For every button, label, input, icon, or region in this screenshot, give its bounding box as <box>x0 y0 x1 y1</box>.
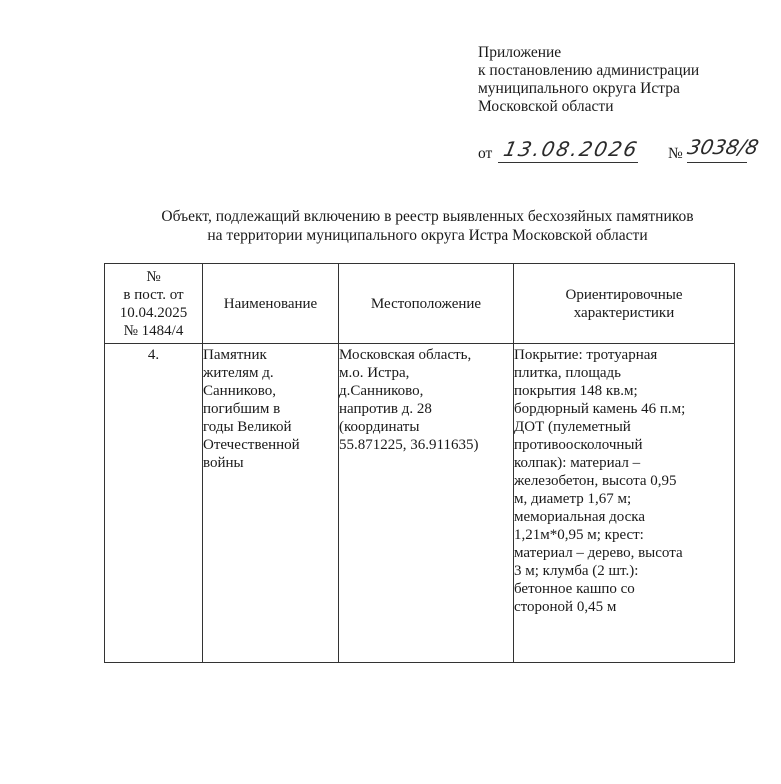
cell-characteristics: Покрытие: тротуарная плитка, площадь покрытия 148 кв.м; бордюрный камень 46 п.м; ДОТ (пулеметный противоосколочный колпак): материал – железобетон, высота 0,95 м, диаметр 1,67 м; мемориальная доска 1,21м*0,95 м; крест: материал – дерево, высота 3 м; клумба (2 шт.): бетонное кашпо со стороной 0,45 м <box>514 344 735 663</box>
appendix-header-line: Московской области <box>478 98 614 115</box>
appendix-header-line: к постановлению администрации <box>478 62 700 79</box>
column-header-location: Местоположение <box>339 264 514 344</box>
document-title <box>100 207 755 245</box>
cell-location: Московская область, м.о. Истра, д.Санниково, напротив д. 28 (координаты 55.871225, 36.911635) <box>339 344 514 663</box>
number-underline <box>687 162 747 163</box>
table-header-row <box>105 264 735 344</box>
appendix-header <box>478 44 699 116</box>
appendix-header-line: Приложение <box>478 44 562 61</box>
column-header-name: Наименование <box>203 264 339 344</box>
appendix-header-line: муниципального округа Истра <box>478 80 680 97</box>
document-title-line: на территории муниципального округа Истра Московской области <box>207 227 648 244</box>
number-prefix: № <box>668 145 683 162</box>
date-underline <box>498 162 638 163</box>
date-prefix: от <box>478 145 493 162</box>
table-row <box>105 344 735 663</box>
handwritten-number: 3038/8 <box>685 135 761 159</box>
document-title-line: Объект, подлежащий включению в реестр выявленных бесхозяйных памятников <box>161 208 694 225</box>
monuments-table <box>104 263 735 663</box>
handwritten-date: 13.08.2026 <box>501 137 642 161</box>
cell-number: 4. <box>105 344 203 663</box>
cell-name: Памятник жителям д. Санниково, погибшим в годы Великой Отечественной войны <box>203 344 339 663</box>
column-header-number: № в пост. от 10.04.2025 № 1484/4 <box>105 264 203 344</box>
column-header-characteristics: Ориентировочные характеристики <box>514 264 735 344</box>
resolution-date-number <box>478 137 768 165</box>
